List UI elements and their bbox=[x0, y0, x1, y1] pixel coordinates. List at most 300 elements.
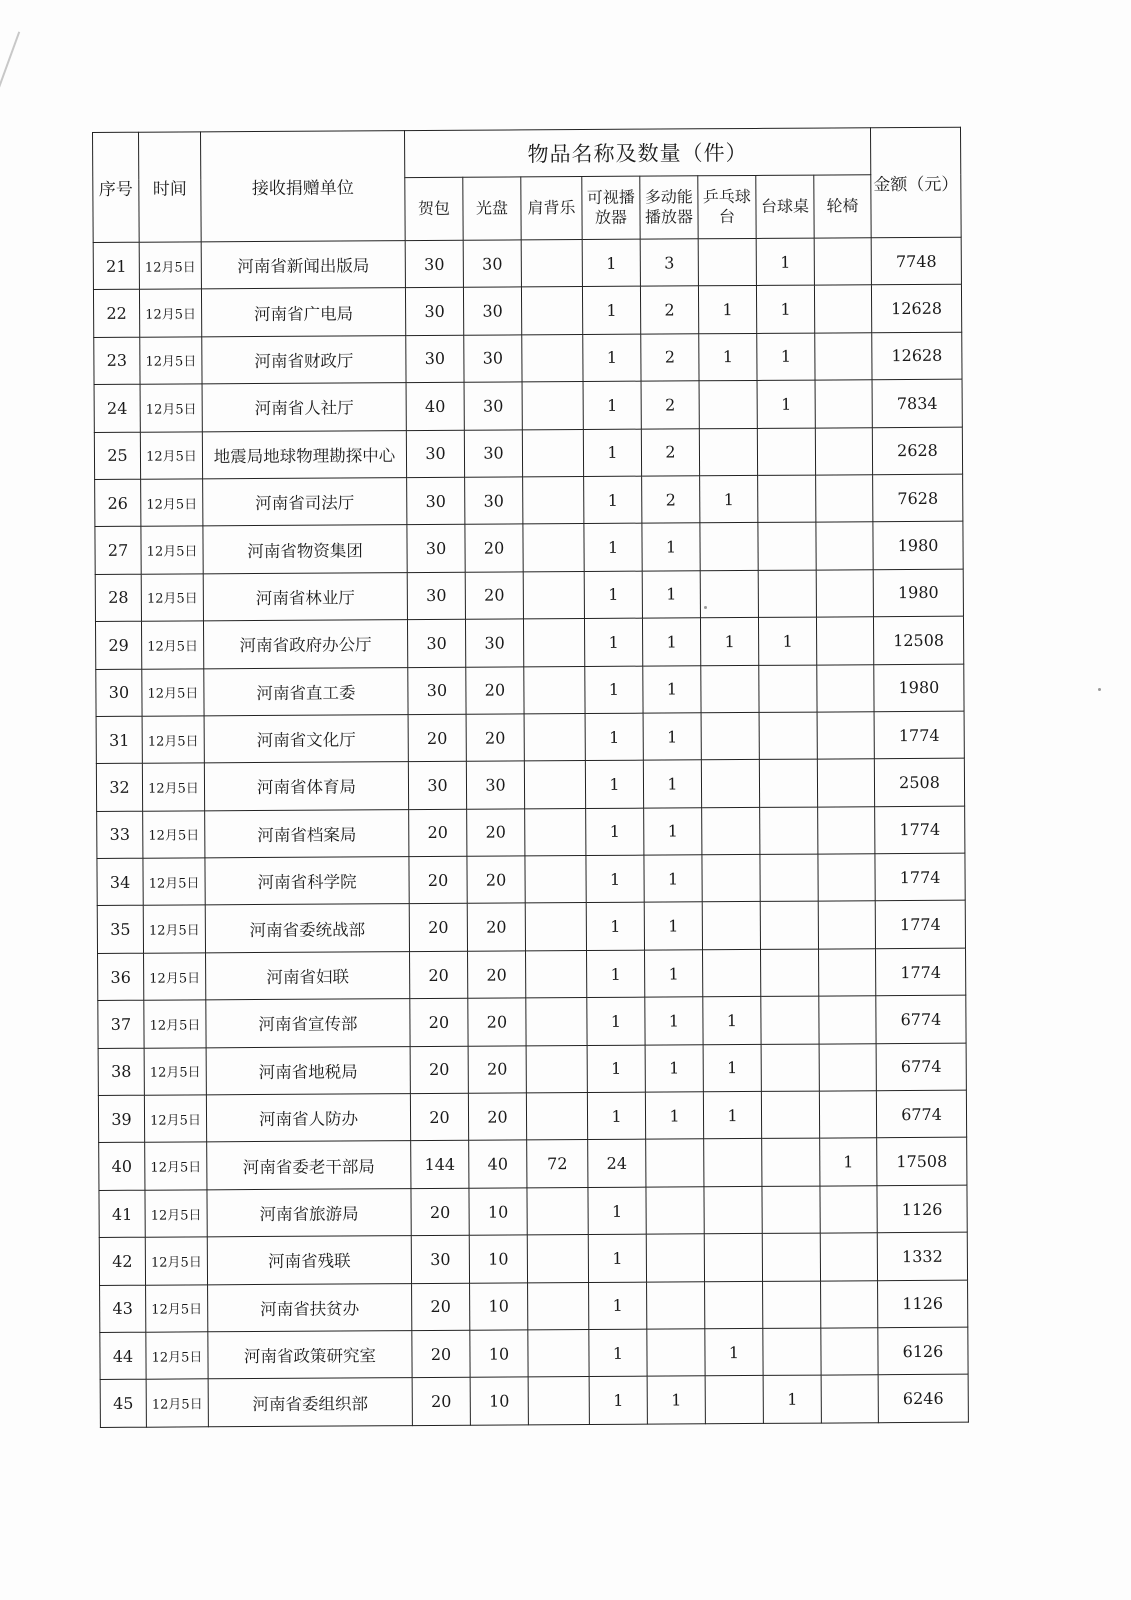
amount-cell: 2508 bbox=[874, 758, 964, 806]
item-qty-cell: 20 bbox=[467, 903, 525, 951]
item-qty-cell bbox=[525, 808, 586, 856]
seq-cell: 25 bbox=[94, 432, 140, 480]
date-cell: 12月5日 bbox=[142, 668, 204, 716]
item-qty-cell: 144 bbox=[411, 1141, 469, 1189]
table-row bbox=[94, 427, 962, 480]
item-qty-cell bbox=[815, 380, 872, 428]
item-qty-cell bbox=[819, 1091, 876, 1139]
amount-cell: 1126 bbox=[877, 1185, 967, 1233]
unit-header: 接收捐赠单位 bbox=[201, 131, 406, 242]
item-qty-cell: 30 bbox=[405, 240, 463, 288]
table-row bbox=[97, 853, 965, 906]
seq-cell: 32 bbox=[96, 764, 142, 812]
unit-cell: 河南省地税局 bbox=[206, 1046, 410, 1095]
item-qty-cell bbox=[762, 1138, 820, 1186]
item-qty-cell bbox=[527, 1187, 588, 1235]
item-qty-cell bbox=[761, 1044, 819, 1092]
item-qty-cell: 1 bbox=[586, 808, 644, 856]
item-qty-cell: 1 bbox=[587, 1045, 645, 1093]
item-header: 肩背乐 bbox=[521, 177, 582, 240]
seq-cell: 38 bbox=[98, 1048, 144, 1096]
item-qty-cell: 1 bbox=[757, 380, 815, 428]
amount-cell: 1774 bbox=[876, 948, 966, 996]
item-qty-cell bbox=[819, 996, 876, 1044]
item-qty-cell: 1 bbox=[585, 760, 643, 808]
item-qty-cell: 1 bbox=[645, 1092, 703, 1140]
item-qty-cell bbox=[760, 902, 818, 950]
date-cell: 12月5日 bbox=[142, 716, 204, 764]
item-qty-cell: 1 bbox=[582, 287, 640, 335]
unit-cell: 河南省宣传部 bbox=[206, 999, 410, 1048]
item-header: 乒乓球台 bbox=[698, 175, 756, 238]
item-qty-cell: 1 bbox=[584, 618, 642, 666]
time-header: 时间 bbox=[139, 132, 202, 242]
unit-cell: 河南省妇联 bbox=[206, 951, 410, 1000]
table-row bbox=[98, 995, 966, 1048]
amount-cell: 6774 bbox=[876, 1043, 966, 1091]
item-qty-cell bbox=[703, 949, 761, 997]
date-cell: 12月5日 bbox=[143, 858, 205, 906]
item-qty-cell: 1 bbox=[644, 902, 702, 950]
item-qty-cell: 2 bbox=[641, 334, 699, 382]
item-qty-cell bbox=[521, 240, 582, 288]
item-qty-cell: 1 bbox=[583, 334, 641, 382]
date-cell: 12月5日 bbox=[143, 811, 205, 859]
item-qty-cell: 1 bbox=[642, 571, 700, 619]
item-qty-cell: 1 bbox=[643, 760, 701, 808]
seq-cell: 27 bbox=[95, 527, 141, 575]
unit-cell: 河南省档案局 bbox=[205, 809, 409, 858]
amount-cell: 1774 bbox=[874, 711, 964, 759]
item-qty-cell: 1 bbox=[587, 997, 645, 1045]
amount-cell: 6774 bbox=[876, 995, 966, 1043]
table-row bbox=[100, 1280, 968, 1333]
item-qty-cell: 30 bbox=[408, 667, 466, 715]
item-qty-cell: 30 bbox=[405, 288, 463, 336]
item-header: 台球桌 bbox=[756, 175, 814, 238]
item-qty-cell: 1 bbox=[763, 1375, 821, 1423]
unit-cell: 河南省体育局 bbox=[204, 762, 408, 811]
date-cell: 12月5日 bbox=[146, 1332, 208, 1380]
item-qty-cell bbox=[522, 382, 583, 430]
item-qty-cell: 20 bbox=[466, 666, 524, 714]
item-qty-cell: 1 bbox=[757, 333, 815, 381]
amount-header: 金额（元） bbox=[870, 127, 961, 238]
item-qty-cell: 1 bbox=[589, 1377, 647, 1425]
seq-cell: 29 bbox=[95, 621, 141, 669]
table-row bbox=[100, 1375, 968, 1428]
item-qty-cell: 30 bbox=[463, 240, 521, 288]
item-qty-cell: 20 bbox=[465, 524, 523, 572]
item-qty-cell bbox=[526, 950, 587, 998]
item-qty-cell: 20 bbox=[410, 998, 468, 1046]
item-qty-cell bbox=[699, 381, 757, 429]
amount-cell: 12628 bbox=[872, 332, 962, 380]
amount-cell: 7628 bbox=[873, 474, 963, 522]
date-cell: 12月5日 bbox=[140, 337, 202, 385]
item-qty-cell bbox=[821, 1280, 878, 1328]
item-qty-cell: 1 bbox=[700, 475, 758, 523]
item-qty-cell bbox=[523, 476, 584, 524]
item-qty-cell bbox=[759, 759, 817, 807]
date-cell: 12月5日 bbox=[141, 526, 203, 574]
seq-cell: 31 bbox=[96, 716, 142, 764]
item-qty-cell bbox=[701, 665, 759, 713]
item-qty-cell: 1 bbox=[820, 1138, 877, 1186]
item-qty-cell bbox=[523, 619, 584, 667]
item-qty-cell bbox=[761, 949, 819, 997]
item-qty-cell: 1 bbox=[647, 1376, 705, 1424]
amount-cell: 12628 bbox=[871, 285, 961, 333]
item-qty-cell bbox=[704, 1186, 762, 1234]
date-cell: 12月5日 bbox=[144, 953, 206, 1001]
date-cell: 12月5日 bbox=[141, 574, 203, 622]
item-qty-cell: 1 bbox=[756, 285, 814, 333]
amount-cell: 1774 bbox=[875, 806, 965, 854]
item-qty-cell bbox=[528, 1329, 589, 1377]
item-qty-cell bbox=[522, 429, 583, 477]
item-qty-cell bbox=[699, 428, 757, 476]
item-qty-cell bbox=[817, 759, 874, 807]
item-qty-cell bbox=[763, 1281, 821, 1329]
item-qty-cell: 20 bbox=[466, 714, 524, 762]
date-cell: 12月5日 bbox=[142, 763, 204, 811]
unit-cell: 河南省新闻出版局 bbox=[201, 241, 405, 290]
table-row bbox=[96, 711, 964, 764]
table-row bbox=[95, 474, 963, 527]
item-qty-cell: 1 bbox=[589, 1329, 647, 1377]
seq-cell: 22 bbox=[93, 290, 139, 338]
item-qty-cell: 10 bbox=[469, 1235, 527, 1283]
date-cell: 12月5日 bbox=[145, 1237, 207, 1285]
seq-cell: 26 bbox=[95, 479, 141, 527]
item-qty-cell bbox=[704, 1139, 762, 1187]
item-qty-cell: 1 bbox=[589, 1282, 647, 1330]
item-qty-cell bbox=[759, 712, 817, 760]
item-qty-cell bbox=[521, 287, 582, 335]
table-row bbox=[97, 806, 965, 859]
item-qty-cell: 1 bbox=[588, 1234, 646, 1282]
item-qty-cell: 20 bbox=[412, 1378, 470, 1426]
item-qty-cell: 20 bbox=[410, 951, 468, 999]
item-qty-cell bbox=[820, 1233, 877, 1281]
item-qty-cell bbox=[761, 1091, 819, 1139]
item-qty-cell bbox=[523, 571, 584, 619]
item-qty-cell: 1 bbox=[642, 618, 700, 666]
item-qty-cell: 20 bbox=[467, 856, 525, 904]
item-qty-cell bbox=[647, 1329, 705, 1377]
item-qty-cell: 2 bbox=[640, 286, 698, 334]
item-qty-cell bbox=[700, 523, 758, 571]
date-cell: 12月5日 bbox=[145, 1142, 207, 1190]
seq-cell: 41 bbox=[99, 1190, 145, 1238]
amount-cell: 1774 bbox=[875, 853, 965, 901]
item-qty-cell bbox=[705, 1376, 763, 1424]
date-cell: 12月5日 bbox=[145, 1190, 207, 1238]
item-qty-cell: 20 bbox=[409, 809, 467, 857]
item-qty-cell bbox=[758, 475, 816, 523]
item-qty-cell bbox=[525, 856, 586, 904]
item-qty-cell: 2 bbox=[642, 476, 700, 524]
item-qty-cell: 40 bbox=[406, 382, 464, 430]
item-qty-cell: 20 bbox=[465, 572, 523, 620]
table-row bbox=[95, 616, 963, 669]
unit-cell: 河南省物资集团 bbox=[203, 525, 407, 574]
item-qty-cell bbox=[762, 1186, 820, 1234]
item-qty-cell: 30 bbox=[464, 335, 522, 383]
item-qty-cell: 1 bbox=[587, 950, 645, 998]
item-qty-cell bbox=[528, 1377, 589, 1425]
item-qty-cell: 2 bbox=[641, 381, 699, 429]
unit-cell: 河南省残联 bbox=[207, 1236, 411, 1285]
item-qty-cell bbox=[816, 617, 873, 665]
item-qty-cell bbox=[527, 1235, 588, 1283]
item-qty-cell bbox=[821, 1375, 878, 1423]
seq-cell: 35 bbox=[97, 906, 143, 954]
item-qty-cell: 20 bbox=[468, 1046, 526, 1094]
item-qty-cell: 1 bbox=[587, 1092, 645, 1140]
item-qty-cell: 20 bbox=[409, 904, 467, 952]
item-qty-cell bbox=[819, 1043, 876, 1091]
item-qty-cell: 20 bbox=[408, 714, 466, 762]
amount-cell: 6126 bbox=[878, 1327, 968, 1375]
item-qty-cell: 10 bbox=[470, 1377, 528, 1425]
item-qty-cell bbox=[821, 1328, 878, 1376]
item-qty-cell: 20 bbox=[468, 998, 526, 1046]
item-qty-cell: 1 bbox=[582, 239, 640, 287]
unit-cell: 河南省司法厅 bbox=[203, 478, 407, 527]
date-cell: 12月5日 bbox=[140, 384, 202, 432]
item-qty-cell: 30 bbox=[406, 430, 464, 478]
item-qty-cell: 30 bbox=[407, 619, 465, 667]
item-qty-cell bbox=[646, 1187, 704, 1235]
unit-cell: 河南省广电局 bbox=[201, 288, 405, 337]
item-qty-cell: 20 bbox=[410, 1046, 468, 1094]
item-qty-cell: 20 bbox=[409, 856, 467, 904]
seq-cell: 37 bbox=[98, 1000, 144, 1048]
unit-cell: 河南省委组织部 bbox=[208, 1378, 412, 1427]
table-row bbox=[98, 1090, 966, 1143]
date-cell: 12月5日 bbox=[146, 1379, 208, 1427]
item-qty-cell bbox=[704, 1234, 762, 1282]
amount-cell: 1980 bbox=[874, 664, 964, 712]
amount-cell: 7748 bbox=[871, 237, 961, 285]
amount-cell: 1126 bbox=[878, 1280, 968, 1328]
table-row bbox=[98, 1043, 966, 1096]
donation-table bbox=[92, 127, 969, 1428]
unit-cell: 地震局地球物理勘探中心 bbox=[202, 430, 406, 479]
seq-cell: 45 bbox=[100, 1380, 146, 1428]
item-qty-cell bbox=[817, 712, 874, 760]
item-qty-cell bbox=[701, 760, 759, 808]
item-qty-cell bbox=[646, 1139, 704, 1187]
item-qty-cell: 30 bbox=[464, 429, 522, 477]
table-row bbox=[96, 758, 964, 811]
table-row bbox=[93, 237, 961, 290]
table-row bbox=[99, 1185, 967, 1238]
seq-cell: 43 bbox=[100, 1285, 146, 1333]
item-qty-cell: 1 bbox=[703, 1091, 761, 1139]
item-qty-cell: 1 bbox=[703, 997, 761, 1045]
item-qty-cell bbox=[815, 333, 872, 381]
item-qty-cell bbox=[523, 524, 584, 572]
item-qty-cell: 3 bbox=[640, 239, 698, 287]
table-row bbox=[95, 569, 963, 622]
item-qty-cell: 20 bbox=[412, 1330, 470, 1378]
date-cell: 12月5日 bbox=[139, 289, 201, 337]
item-qty-cell bbox=[816, 522, 873, 570]
unit-cell: 河南省旅游局 bbox=[207, 1188, 411, 1237]
item-header: 光盘 bbox=[463, 177, 521, 240]
item-qty-cell: 1 bbox=[644, 807, 702, 855]
item-qty-cell bbox=[818, 854, 875, 902]
seq-cell: 23 bbox=[94, 337, 140, 385]
item-qty-cell bbox=[816, 569, 873, 617]
table-row bbox=[100, 1327, 968, 1380]
table-row bbox=[94, 379, 962, 432]
item-qty-cell bbox=[762, 1233, 820, 1281]
item-qty-cell bbox=[702, 807, 760, 855]
item-qty-cell: 1 bbox=[643, 713, 701, 761]
table-header bbox=[93, 127, 962, 242]
amount-cell: 2628 bbox=[872, 427, 962, 475]
item-qty-cell: 1 bbox=[586, 855, 644, 903]
table-row bbox=[96, 664, 964, 717]
item-qty-cell: 1 bbox=[585, 666, 643, 714]
item-qty-cell: 1 bbox=[700, 618, 758, 666]
unit-cell: 河南省人防办 bbox=[206, 1094, 410, 1143]
item-qty-cell bbox=[815, 427, 872, 475]
item-qty-cell bbox=[526, 1093, 587, 1141]
amount-cell: 6246 bbox=[878, 1375, 968, 1423]
date-cell: 12月5日 bbox=[144, 1047, 206, 1095]
item-qty-cell bbox=[525, 903, 586, 951]
amount-cell: 1332 bbox=[877, 1232, 967, 1280]
scan-speck bbox=[1098, 688, 1101, 691]
unit-cell: 河南省科学院 bbox=[205, 857, 409, 906]
table-row bbox=[93, 285, 961, 338]
item-qty-cell bbox=[759, 665, 817, 713]
date-cell: 12月5日 bbox=[143, 905, 205, 953]
item-qty-cell bbox=[817, 664, 874, 712]
item-qty-cell: 1 bbox=[758, 617, 816, 665]
item-qty-cell: 1 bbox=[645, 1044, 703, 1092]
table-row bbox=[97, 901, 965, 954]
table-row bbox=[98, 948, 966, 1001]
item-qty-cell bbox=[820, 1186, 877, 1234]
item-qty-cell bbox=[528, 1282, 589, 1330]
unit-cell: 河南省文化厅 bbox=[204, 714, 408, 763]
item-qty-cell: 30 bbox=[463, 287, 521, 335]
item-qty-cell: 1 bbox=[583, 429, 641, 477]
item-qty-cell: 20 bbox=[467, 809, 525, 857]
seq-cell: 42 bbox=[99, 1237, 145, 1285]
unit-cell: 河南省林业厅 bbox=[203, 572, 407, 621]
seq-cell: 33 bbox=[97, 811, 143, 859]
item-qty-cell: 30 bbox=[465, 619, 523, 667]
date-cell: 12月5日 bbox=[140, 431, 202, 479]
date-cell: 12月5日 bbox=[141, 479, 203, 527]
item-qty-cell bbox=[522, 334, 583, 382]
item-qty-cell bbox=[646, 1234, 704, 1282]
item-qty-cell bbox=[814, 238, 871, 286]
amount-cell: 1980 bbox=[873, 569, 963, 617]
item-qty-cell: 1 bbox=[586, 903, 644, 951]
item-qty-cell bbox=[702, 902, 760, 950]
unit-cell: 河南省人社厅 bbox=[202, 383, 406, 432]
item-header: 多动能播放器 bbox=[640, 176, 698, 239]
item-qty-cell bbox=[524, 666, 585, 714]
table-row bbox=[99, 1138, 967, 1191]
seq-cell: 44 bbox=[100, 1332, 146, 1380]
item-qty-cell: 20 bbox=[468, 1093, 526, 1141]
item-qty-cell bbox=[647, 1281, 705, 1329]
seq-cell: 40 bbox=[99, 1143, 145, 1191]
item-qty-cell: 1 bbox=[642, 523, 700, 571]
item-qty-cell bbox=[705, 1281, 763, 1329]
item-qty-cell: 30 bbox=[466, 761, 524, 809]
item-qty-cell: 10 bbox=[470, 1282, 528, 1330]
item-qty-cell: 1 bbox=[703, 1044, 761, 1092]
item-qty-cell: 24 bbox=[588, 1140, 646, 1188]
item-qty-cell bbox=[816, 475, 873, 523]
item-qty-cell: 30 bbox=[465, 477, 523, 525]
item-qty-cell bbox=[763, 1328, 821, 1376]
item-header: 贺包 bbox=[405, 177, 463, 240]
item-qty-cell: 1 bbox=[585, 713, 643, 761]
unit-cell: 河南省委统战部 bbox=[205, 904, 409, 953]
unit-cell: 河南省直工委 bbox=[204, 667, 408, 716]
item-qty-cell bbox=[701, 712, 759, 760]
unit-cell: 河南省政策研究室 bbox=[208, 1331, 412, 1380]
unit-cell: 河南省委老干部局 bbox=[207, 1141, 411, 1190]
seq-header: 序号 bbox=[93, 132, 140, 242]
date-cell: 12月5日 bbox=[146, 1284, 208, 1332]
items-group-header: 物品名称及数量（件） bbox=[404, 128, 870, 178]
item-qty-cell bbox=[758, 570, 816, 618]
seq-cell: 34 bbox=[97, 858, 143, 906]
table-body bbox=[93, 237, 968, 1427]
item-qty-cell: 30 bbox=[411, 1235, 469, 1283]
item-qty-cell bbox=[698, 238, 756, 286]
seq-cell: 28 bbox=[95, 574, 141, 622]
seq-cell: 39 bbox=[98, 1095, 144, 1143]
item-qty-cell: 20 bbox=[411, 1188, 469, 1236]
item-qty-cell bbox=[700, 570, 758, 618]
item-qty-cell bbox=[760, 854, 818, 902]
item-qty-cell bbox=[819, 949, 876, 997]
date-cell: 12月5日 bbox=[141, 621, 203, 669]
item-qty-cell bbox=[818, 806, 875, 854]
scan-scuff-mark bbox=[0, 31, 20, 88]
seq-cell: 30 bbox=[96, 669, 142, 717]
item-qty-cell: 30 bbox=[407, 525, 465, 573]
item-qty-cell bbox=[524, 761, 585, 809]
item-qty-cell: 40 bbox=[469, 1140, 527, 1188]
table-row bbox=[99, 1232, 967, 1285]
item-qty-cell: 20 bbox=[468, 951, 526, 999]
item-qty-cell bbox=[758, 522, 816, 570]
seq-cell: 36 bbox=[98, 953, 144, 1001]
item-qty-cell: 1 bbox=[645, 950, 703, 998]
amount-cell: 6774 bbox=[876, 1090, 966, 1138]
seq-cell: 24 bbox=[94, 384, 140, 432]
date-cell: 12月5日 bbox=[139, 242, 201, 290]
amount-cell: 7834 bbox=[872, 379, 962, 427]
unit-cell: 河南省财政厅 bbox=[202, 335, 406, 384]
item-qty-cell: 1 bbox=[698, 286, 756, 334]
item-qty-cell: 1 bbox=[644, 855, 702, 903]
